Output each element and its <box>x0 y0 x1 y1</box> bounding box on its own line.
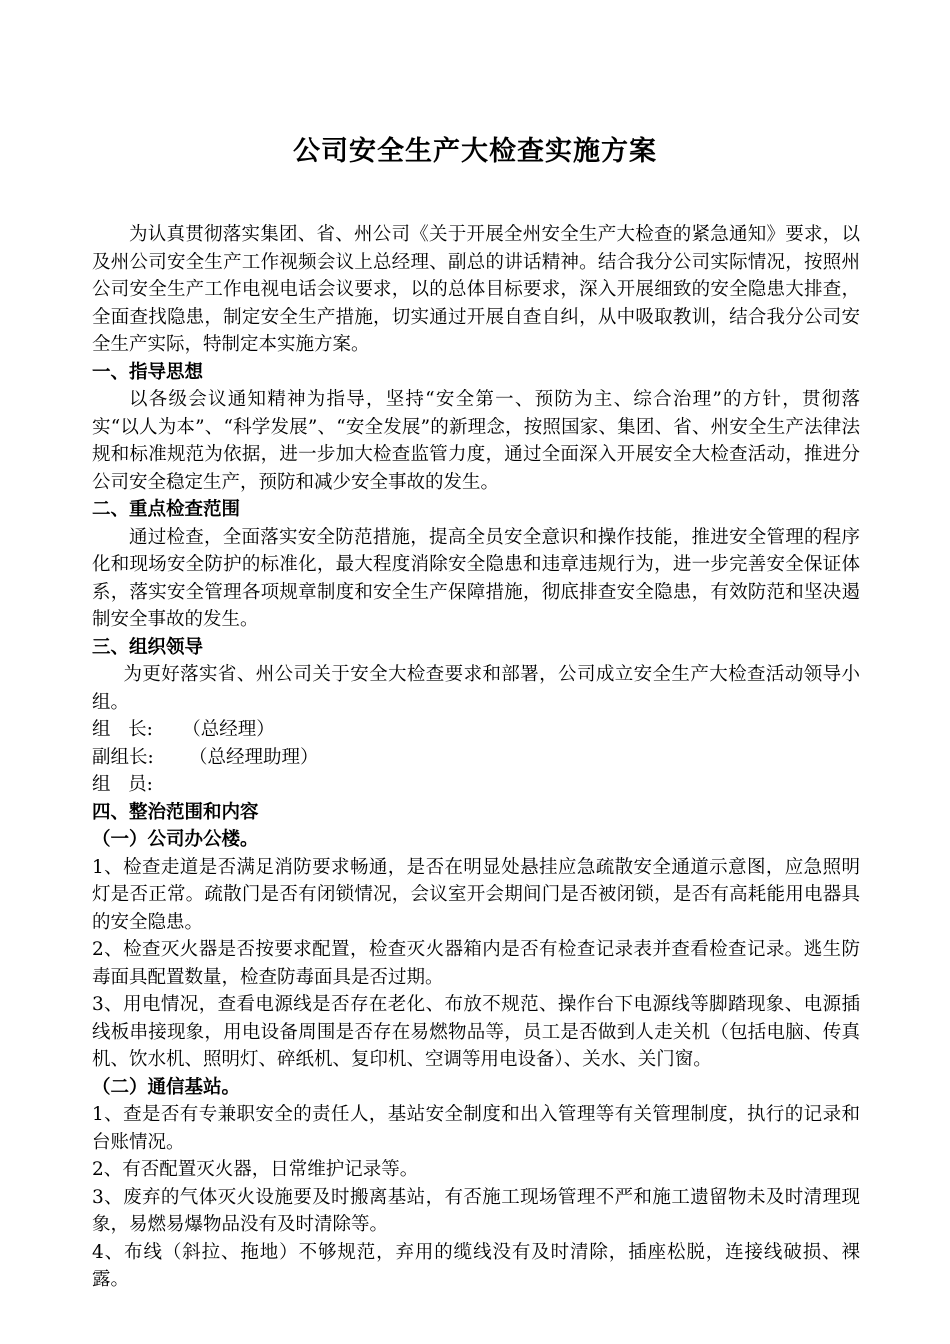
intro-paragraph: 为认真贯彻落实集团、省、州公司《关于开展全州安全生产大检查的紧急通知》要求，以及州公司安全生产工作视频会议上总经理、副总的讲话精神。结合我分公司实际情况，按照州公司安全生产工作电视电话会议要求，以的总体目标要求，深入开展细致的安全隐患大排查，全面查找隐患，制定安全生产措施，切实通过开展自查自纠，从中吸取教训，结合我分公司安全生产实际，特制定本实施方案。 <box>92 224 860 355</box>
section-heading-rectification: 四、整治范围和内容 <box>92 801 259 823</box>
organization-paragraph: 为更好落实省、州公司关于安全大检查要求和部署，公司成立安全生产大检查活动领导小组。 <box>92 664 860 713</box>
office-item: 3、用电情况，查看电源线是否存在老化、布放不规范、操作台下电源线等脚踏现象、电源插线板串接现象，用电设备周围是否存在易燃物品等，员工是否做到人走关机（包括电脑、传真机、饮水机、照明灯、碎纸机、复印机、空调等用电设备）、关水、关门窗。 <box>92 994 860 1070</box>
document-title: 公司安全生产大检查实施方案 <box>293 136 657 167</box>
document-body <box>92 221 860 1294</box>
deputy-leader-line: 副组长: （总经理助理） <box>92 746 319 768</box>
base-station-item: 3、废弃的气体灭火设施要及时搬离基站，有否施工现场管理不严和施工遗留物未及时清理现象，易燃易爆物品没有及时清除等。 <box>92 1186 860 1235</box>
group-leader-line: 组 长: （总经理） <box>92 719 275 740</box>
group-members-line: 组 员: <box>92 774 153 795</box>
base-station-item: 1、查是否有专兼职安全的责任人，基站安全制度和出入管理等有关管理制度，执行的记录和台账情况。 <box>92 1104 860 1153</box>
base-station-item: 2、有否配置灭火器，日常维护记录等。 <box>92 1159 419 1180</box>
inspection-scope-paragraph: 通过检查，全面落实安全防范措施，提高全员安全意识和操作技能，推进安全管理的程序化和现场安全防护的标准化，最大程度消除安全隐患和违章违规行为，进一步完善安全保证体系，落实安全管理各项规章制度和安全生产保障措施，彻底排查安全隐患，有效防范和坚决遏制安全事故的发生。 <box>92 526 860 630</box>
section-heading-guiding-ideology: 一、指导思想 <box>92 361 204 383</box>
office-item: 2、检查灭火器是否按要求配置，检查灭火器箱内是否有检查记录表并查看检查记录。逃生防毒面具配置数量，检查防毒面具是否过期。 <box>92 939 860 988</box>
section-heading-organization: 三、组织领导 <box>92 636 204 658</box>
subsection-heading-base-station: （二）通信基站。 <box>92 1076 241 1098</box>
subsection-heading-office-building: （一）公司办公楼。 <box>92 829 259 850</box>
office-item: 1、检查走道是否满足消防要求畅通，是否在明显处悬挂应急疏散安全通道示意图，应急照明灯是否正常。疏散门是否有闭锁情况，会议室开会期间门是否被闭锁，是否有高耗能用电器具的安全隐患。 <box>92 856 860 933</box>
guiding-ideology-paragraph: 以各级会议通知精神为指导，坚持“安全第一、预防为主、综合治理”的方针，贯彻落实“以人为本”、“科学发展”、“安全发展”的新理念，按照国家、集团、省、州安全生产法律法规和标准规范为依据，进一步加大检查监管力度，通过全面深入开展安全大检查活动，推进分公司安全稳定生产，预防和减少安全事故的发生。 <box>92 389 860 493</box>
base-station-item: 4、布线（斜拉、拖地）不够规范，弃用的缆线没有及时清除，插座松脱，连接线破损、裸露。 <box>92 1241 860 1290</box>
section-heading-inspection-scope: 二、重点检查范围 <box>92 499 241 520</box>
